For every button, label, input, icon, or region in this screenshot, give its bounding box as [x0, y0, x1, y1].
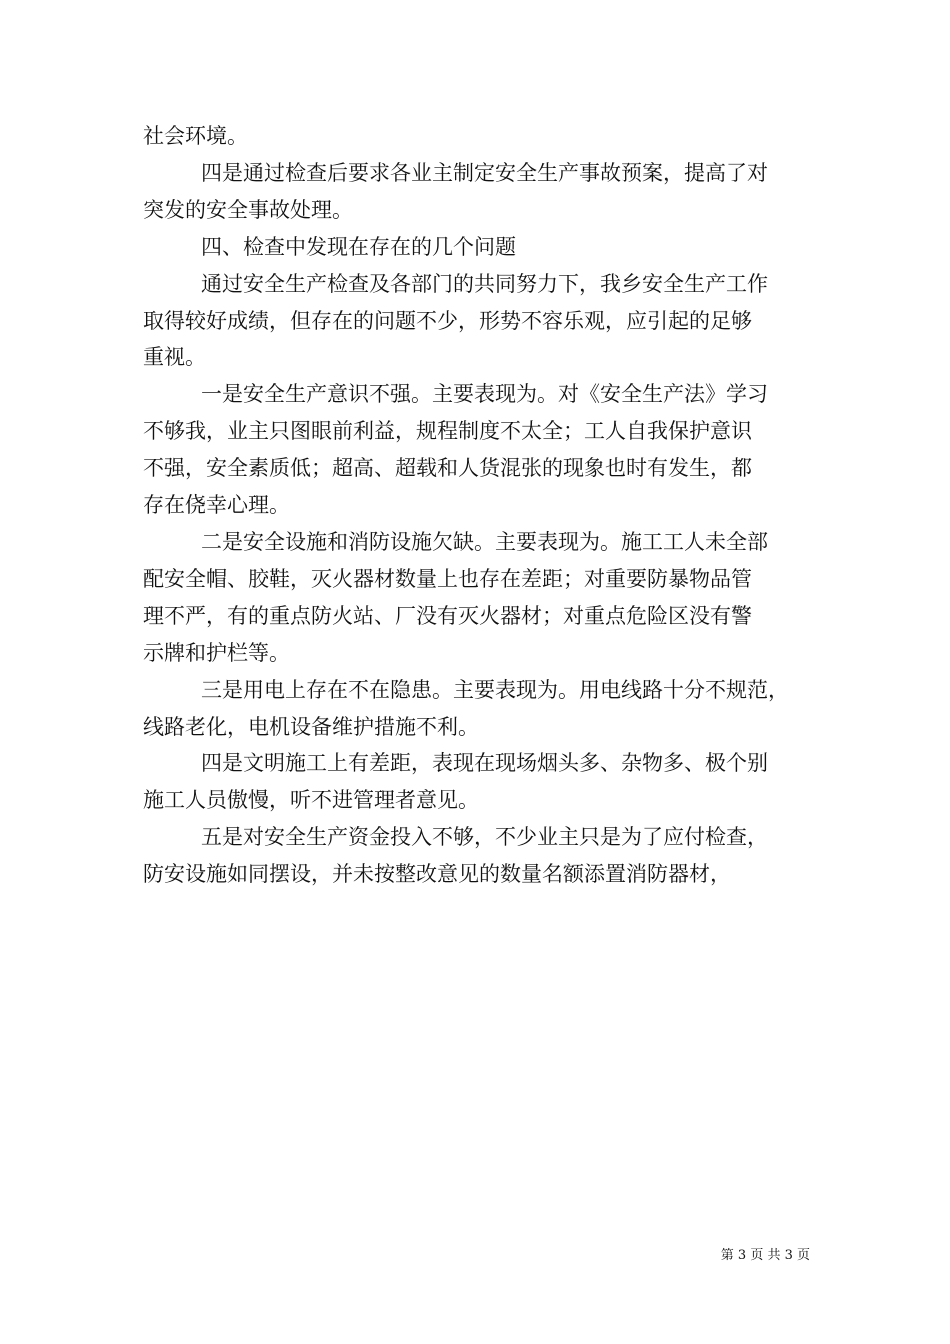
text-line: 线路老化，电机设备维护措施不利。: [143, 714, 479, 739]
page-number: 第 3 页 共 3 页: [720, 1248, 810, 1263]
document-body: [143, 118, 813, 893]
text-line: 防安设施如同摆设，并未按整改意见的数量名额添置消防器材，: [143, 862, 731, 887]
text-line: 施工人员傲慢，听不进管理者意见。: [143, 788, 479, 813]
text-line: 四是通过检查后要求各业主制定安全生产事故预案，提高了对: [201, 160, 768, 185]
text-line: 社会环境。: [143, 124, 248, 148]
text-line: 理不严，有的重点防火站、厂没有灭火器材；对重点危险区没有警: [143, 603, 752, 628]
text-line: 二是安全设施和消防设施欠缺。主要表现为。施工工人未全部: [201, 529, 768, 554]
text-line: 重视。: [143, 345, 206, 370]
text-line: 不够我，业主只图眼前利益，规程制度不太全；工人自我保护意识: [143, 419, 752, 444]
text-line: 一是安全生产意识不强。主要表现为。对《安全生产法》学习: [201, 382, 768, 407]
text-line: 突发的安全事故处理。: [143, 197, 353, 222]
text-line: 存在侥幸心理。: [143, 493, 290, 518]
text-line: 四是文明施工上有差距，表现在现场烟头多、杂物多、极个别: [201, 751, 768, 776]
text-line: 不强，安全素质低；超高、超载和人货混张的现象也时有发生，都: [143, 456, 752, 481]
text-line: 示牌和护栏等。: [143, 640, 290, 665]
text-line: 配安全帽、胶鞋，灭火器材数量上也存在差距；对重要防暴物品管: [143, 566, 752, 591]
section-heading: 四、检查中发现在存在的几个问题: [201, 234, 516, 259]
text-line: 五是对安全生产资金投入不够，不少业主只是为了应付检查，: [201, 825, 768, 850]
text-line: 取得较好成绩，但存在的问题不少，形势不容乐观，应引起的足够: [143, 308, 752, 333]
text-line: 三是用电上存在不在隐患。主要表现为。用电线路十分不规范，: [201, 677, 789, 702]
text-line: 通过安全生产检查及各部门的共同努力下，我乡安全生产工作: [201, 271, 768, 296]
